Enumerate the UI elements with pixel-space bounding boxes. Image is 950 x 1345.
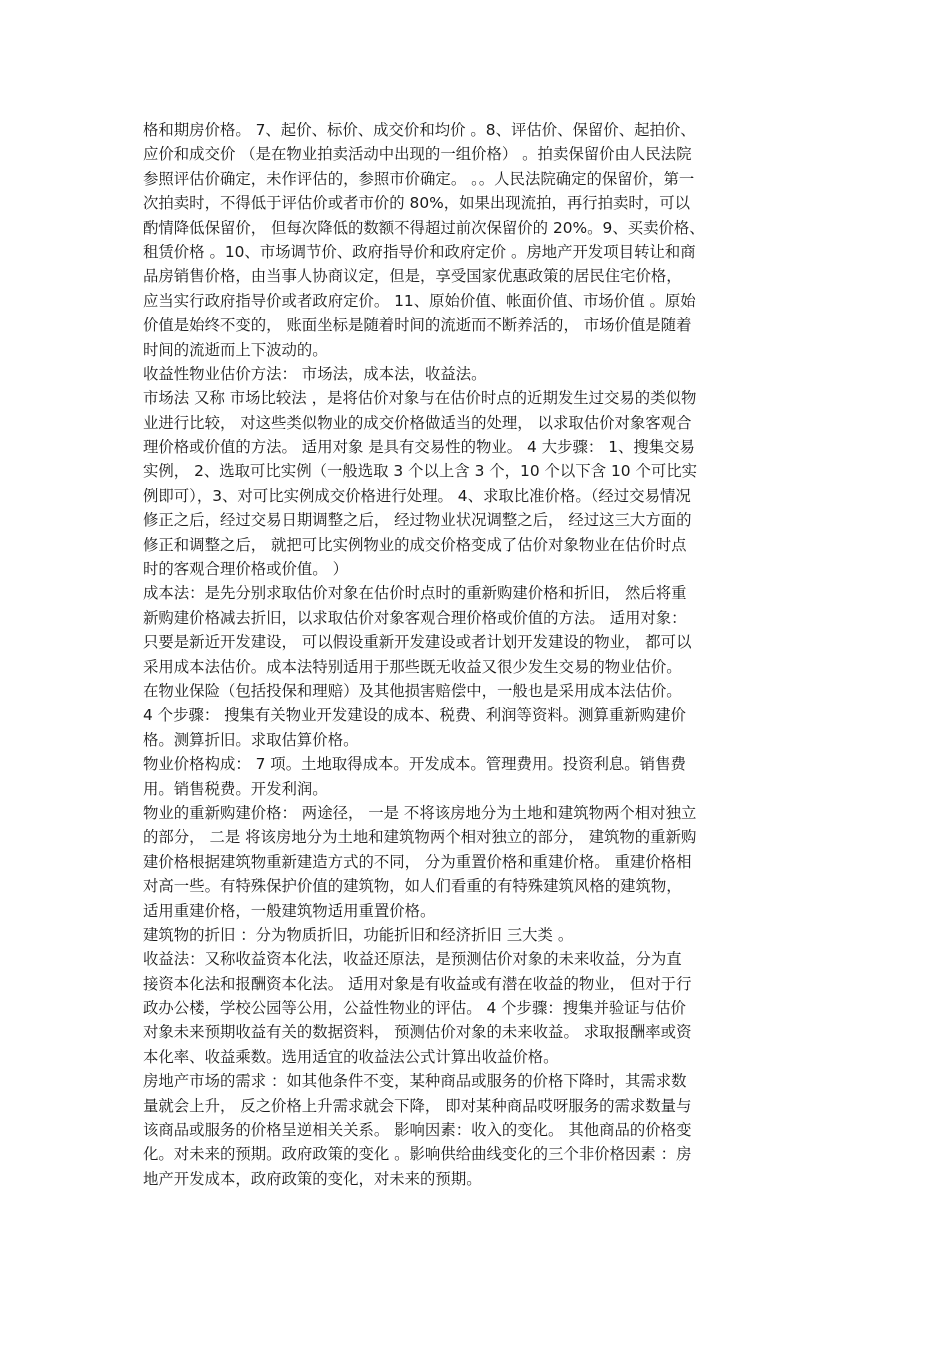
text-line: 本化率、收益乘数。选用适宜的收益法公式计算出收益价格。 <box>143 1047 559 1066</box>
text-line: 次拍卖时，不得低于评估价或者市价的 80%，如果出现流拍，再行拍卖时，可以 <box>143 194 690 213</box>
text-line: 对高一些。有特殊保护价值的建筑物，如人们看重的有特殊建筑风格的建筑物， <box>143 877 682 896</box>
text-line: 4 个步骤： 搜集有关物业开发建设的成本、税费、利润等资料。测算重新购建价 <box>143 706 686 725</box>
text-line: 例即可），3、对可比实例成交价格进行处理。 4、求取比准价格。（经过交易情况 <box>143 486 691 505</box>
text-line: 政办公楼，学校公园等公用，公益性物业的评估。 4 个步骤：搜集并验证与估价 <box>143 999 686 1018</box>
text-line: 在物业保险（包括投保和理赔）及其他损害赔偿中，一般也是采用成本法估价。 <box>143 681 682 700</box>
text-line: 格和期房价格。 7、起价、标价、成交价和均价 。8、评估价、保留价、起拍价、 <box>143 121 696 139</box>
text-line: 房地产市场的需求 ：如其他条件不变，某种商品或服务的价格下降时，其需求数 <box>143 1072 687 1091</box>
text-line: 修正和调整之后， 就把可比实例物业的成交价格变成了估价对象物业在估价时点 <box>143 535 687 554</box>
text-line: 适用重建价格，一般建筑物适用重置价格。 <box>143 901 436 920</box>
text-line: 理价格或价值的方法。 适用对象 是具有交易性的物业。 4 大步骤： 1、搜集交易 <box>143 438 695 457</box>
text-line: 物业的重新购建价格： 两途径， 一是 不将该房地分为土地和建筑物两个相对独立 <box>143 803 697 822</box>
text-line: 时的客观合理价格或价值。 ） <box>143 560 348 579</box>
text-line: 收益性物业估价方法： 市场法，成本法，收益法。 <box>143 364 487 383</box>
text-line: 成本法：是先分别求取估价对象在估价时点时的重新购建价格和折旧， 然后将重 <box>143 584 687 603</box>
document-body <box>143 118 823 1191</box>
text-line: 市场法 又称 市场比较法 ，是将估价对象与在估价时点的近期发生过交易的类似物 <box>143 389 697 408</box>
text-line: 品房销售价格，由当事人协商议定，但是，享受国家优惠政策的居民住宅价格， <box>143 267 682 286</box>
text-line: 收益法：又称收益资本化法，收益还原法，是预测估价对象的未来收益，分为直 <box>143 950 682 969</box>
text-line: 采用成本法估价。成本法特别适用于那些既无收益又很少发生交易的物业估价。 <box>143 657 682 676</box>
text-line: 格。测算折旧。求取估算价格。 <box>143 730 359 749</box>
text-line: 地产开发成本，政府政策的变化，对未来的预期。 <box>143 1169 482 1188</box>
text-line: 价值是始终不变的， 账面坐标是随着时间的流逝而不断养活的， 市场价值是随着 <box>143 316 692 335</box>
text-line: 的部分， 二是 将该房地分为土地和建筑物两个相对独立的部分， 建筑物的重新购 <box>143 828 697 847</box>
text-line: 该商品或服务的价格呈逆相关关系。 影响因素：收入的变化。 其他商品的价格变 <box>143 1121 692 1140</box>
text-line: 接资本化法和报酬资本化法。 适用对象是有收益或有潜在收益的物业， 但对于行 <box>143 974 692 993</box>
text-line: 时间的流逝而上下波动的。 <box>143 340 328 359</box>
text-line: 对象未来预期收益有关的数据资料， 预测估价对象的未来收益。 求取报酬率或资 <box>143 1023 692 1042</box>
text-line: 建筑物的折旧 ：分为物质折旧，功能折旧和经济折旧 三大类 。 <box>143 925 574 944</box>
text-line: 租赁价格 。10、市场调节价、政府指导价和政府定价 。房地产开发项目转让和商 <box>143 242 696 261</box>
text-line: 应价和成交价 （是在物业拍卖活动中出现的一组价格） 。拍卖保留价由人民法院 <box>143 145 692 164</box>
text-line: 参照评估价确定，未作评估的，参照市价确定。 。。人民法院确定的保留价，第一 <box>143 169 695 188</box>
text-line: 只要是新近开发建设， 可以假设重新开发建设或者计划开发建设的物业， 都可以 <box>143 633 692 652</box>
text-line: 用。销售税费。开发利润。 <box>143 779 328 798</box>
text-line: 化。对未来的预期。政府政策的变化 。影响供给曲线变化的三个非价格因素 ：房 <box>143 1145 692 1164</box>
text-line: 业进行比较， 对这些类似物业的成交价格做适当的处理， 以求取估价对象客观合 <box>143 413 692 432</box>
text-line: 实例， 2、选取可比实例（一般选取 3 个以上含 3 个，10 个以下含 10 个可比实 <box>143 462 698 481</box>
text-line: 物业价格构成： 7 项。土地取得成本。开发成本。管理费用。投资利息。销售费 <box>143 755 686 774</box>
text-line: 酌情降低保留价， 但每次降低的数额不得超过前次保留价的 20%。9、买卖价格、 <box>143 218 705 237</box>
text-line: 量就会上升， 反之价格上升需求就会下降， 即对某种商品哎呀服务的需求数量与 <box>143 1096 692 1115</box>
text-line: 建价格根据建筑物重新建造方式的不同， 分为重置价格和重建价格。 重建价格相 <box>143 852 692 871</box>
text-line: 修正之后，经过交易日期调整之后， 经过物业状况调整之后， 经过这三大方面的 <box>143 511 692 530</box>
text-line: 新购建价格减去折旧，以求取估价对象客观合理价格或价值的方法。 适用对象： <box>143 608 687 627</box>
text-line: 应当实行政府指导价或者政府定价。 11、原始价值、帐面价值、市场价值 。原始 <box>143 291 696 310</box>
